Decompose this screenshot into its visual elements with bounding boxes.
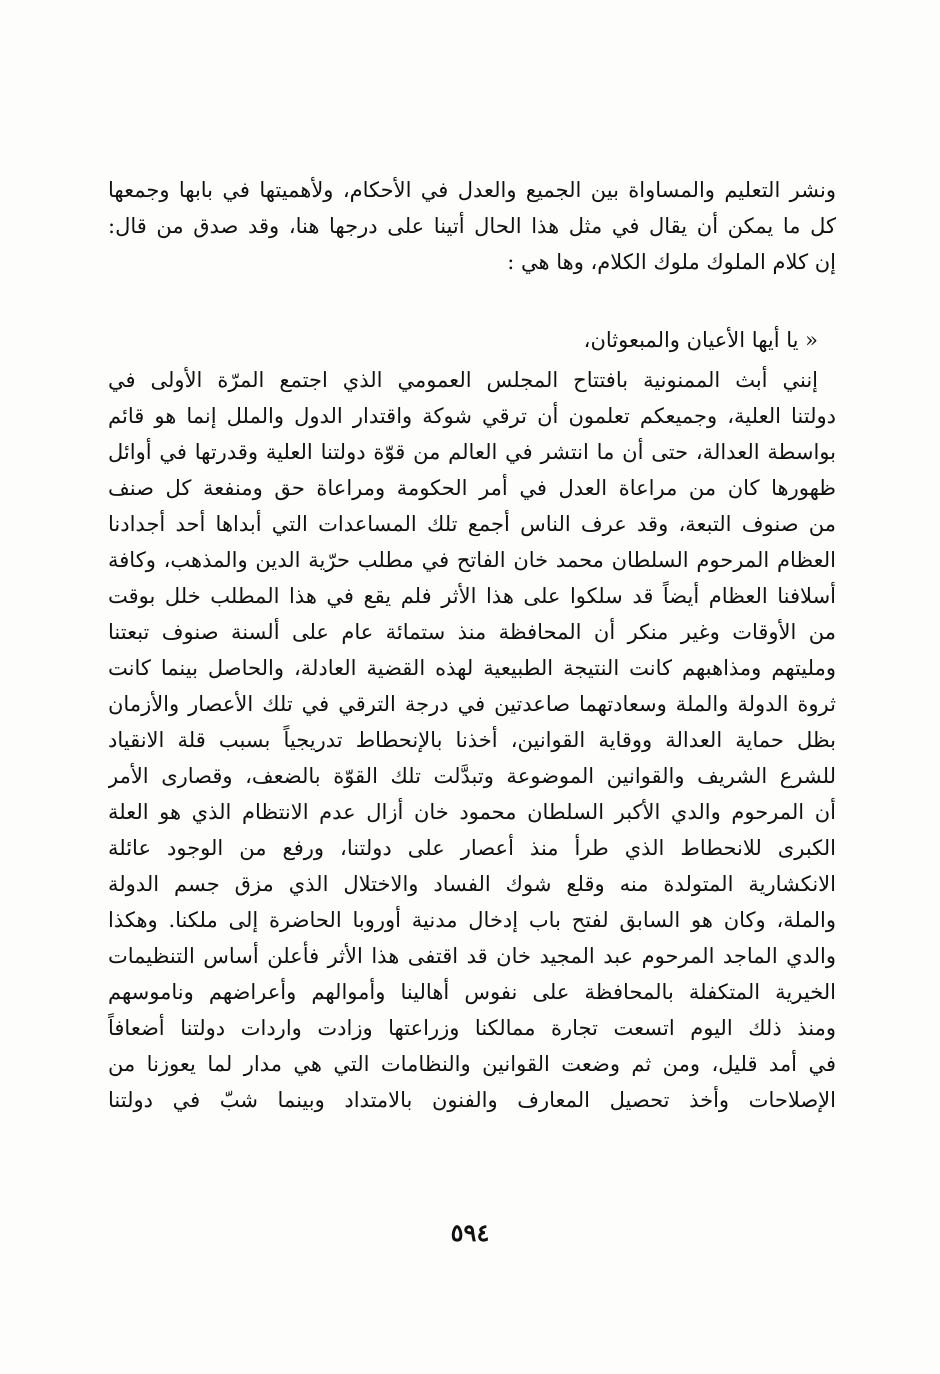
speech-line: الإصلاحات وأخذ تحصيل المعارف والفنون بالامتداد وبينما شبّ في دولتنا: [108, 1088, 836, 1112]
speech-body: [108, 362, 836, 1118]
speech-line: والملة، وكان هو السابق لفتح باب إدخال مدنية أوروبا الحاضرة إلى ملكنا. وهكذا: [108, 908, 836, 932]
speech-line: ومنذ ذلك اليوم اتسعت تجارة ممالكنا وزراعتها وزادت واردات دولتنا أضعافاً: [108, 1016, 836, 1040]
intro-line: كل ما يمكن أن يقال في مثل هذا الحال أتينا على درجها هنا، وقد صدق من قال:: [108, 214, 836, 238]
speech-line: والدي الماجد المرحوم عبد المجيد خان قد اقتفى هذا الأثر فأعلن أساس التنظيمات: [108, 944, 836, 968]
speech-line: أن المرحوم والدي الأكبر السلطان محمود خان أزال عدم الانتظام الذي هو العلة: [108, 800, 836, 824]
speech-line: دولتنا العلية، وجميعكم تعلمون أن ترقي شوكة واقتدار الدول والملل إنما هو قائم: [108, 404, 836, 428]
speech-line: للشرع الشريف والقوانين الموضوعة وتبدَّلت تلك القوّة بالضعف، وقصارى الأمر: [108, 764, 836, 788]
speech-line: بظل حماية العدالة ووقاية القوانين، أخذنا بالإنحطاط تدريجياً بسبب قلة الانقياد: [108, 728, 836, 752]
speech-line: من الأوقات وغير منكر أن المحافظة منذ ستمائة عام على ألسنة صنوف تبعتنا: [108, 620, 836, 644]
speech-line: ثروة الدولة والملة وسعادتهما صاعدتين في درجة الترقي في تلك الأعصار والأزمان: [108, 692, 836, 716]
speech-line: ومليتهم ومذاهبهم كانت النتيجة الطبيعية لهذه القضية العادلة، والحاصل بينما كانت: [108, 656, 836, 680]
speech-line: الكبرى للانحطاط الذي طرأ منذ أعصار على دولتنا، ورفع من الوجود عائلة: [108, 836, 836, 860]
intro-line: ونشر التعليم والمساواة بين الجميع والعدل في الأحكام، ولأهميتها في بابها وجمعها: [108, 178, 836, 202]
speech-line: أسلافنا العظام أيضاً قد سلكوا على هذا الأثر فلم يقع في هذا المطلب خلل بوقت: [108, 584, 836, 608]
speech-line: الانكشارية المتولدة منه وقلع شوك الفساد والاختلال الذي مزق جسم الدولة: [108, 872, 836, 896]
speech-line: بواسطة العدالة، حتى أن ما انتشر في العالم من قوّة دولتنا العلية وقدرتها في أوائل: [108, 440, 836, 464]
intro-line: إن كلام الملوك ملوك الكلام، وها هي :: [507, 250, 836, 274]
page-number: ٥٩٤: [450, 1218, 490, 1247]
speech-line: إنني أبث الممنونية بافتتاح المجلس العمومي الذي اجتمع المرّة الأولى في: [108, 368, 818, 392]
salutation-line: « يا أيها الأعيان والمبعوثان،: [583, 328, 818, 352]
intro-paragraph: [108, 172, 836, 280]
speech-salutation: [108, 322, 836, 358]
speech-line: من صنوف التبعة، وقد عرف الناس أجمع تلك المساعدات التي أبداها أحد أجدادنا: [108, 512, 836, 536]
speech-line: في أمد قليل، ومن ثم وضعت القوانين والنظامات التي هي مدار لما يعوزنا من: [108, 1052, 836, 1076]
speech-line: العظام المرحوم السلطان محمد خان الفاتح في مطلب حرّية الدين والمذهب، وكافة: [108, 548, 836, 572]
speech-line: ظهورها كان من مراعاة العدل في أمر الحكومة ومراعاة حق ومنفعة كل صنف: [108, 476, 836, 500]
speech-line: الخيرية المتكفلة بالمحافظة على نفوس أهالينا وأموالهم وأعراضهم وناموسهم: [108, 980, 836, 1004]
